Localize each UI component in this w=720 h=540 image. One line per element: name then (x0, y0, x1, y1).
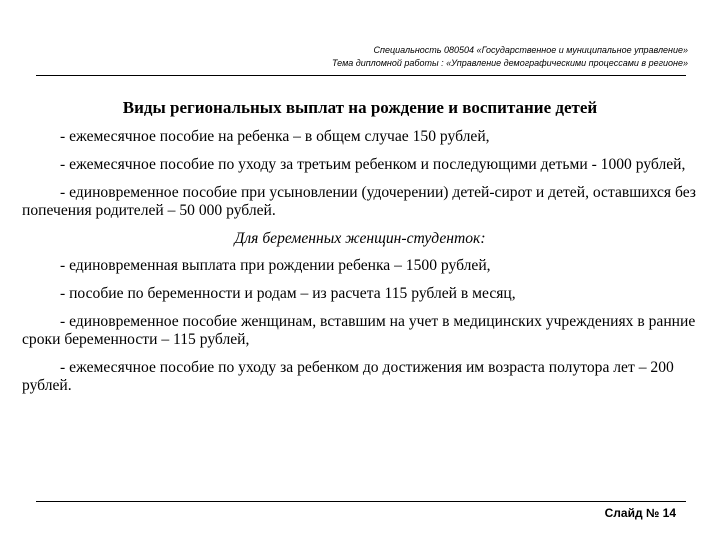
header-thesis-topic: Тема дипломной работы : «Управление демографическими процессами в регионе» (331, 58, 688, 68)
list-item: - пособие по беременности и родам – из расчета 115 рублей в месяц, (60, 285, 516, 302)
header-divider (36, 75, 686, 76)
list-item: - единовременное пособие женщинам, вставшим на учет в медицинских учреждениях в ранние сроки беременности – 115 рублей, (22, 313, 696, 348)
list-item: - единовременное пособие при усыновлении (удочерении) детей-сирот и детей, оставшихся без попечения родителей – 50 000 рублей. (22, 184, 696, 219)
section-subheading: Для беременных женщин-студенток: (234, 230, 486, 247)
list-item: - ежемесячное пособие по уходу за третьим ребенком и последующими детьми - 1000 рублей, (60, 156, 686, 173)
list-item: - ежемесячное пособие на ребенка – в общем случае 150 рублей, (60, 128, 490, 145)
slide-body (22, 128, 698, 405)
slide-header (332, 44, 688, 70)
list-item: - ежемесячное пособие по уходу за ребенком до достижения им возраста полутора лет – 200 рублей. (22, 359, 674, 394)
list-item: - единовременная выплата при рождении ребенка – 1500 рублей, (60, 257, 491, 274)
footer-divider (36, 501, 686, 502)
slide-number: Слайд № 14 (604, 506, 676, 520)
slide-title: Виды региональных выплат на рождение и воспитание детей (122, 98, 598, 117)
header-specialty: Специальность 080504 «Государственное и муниципальное управление» (373, 45, 688, 55)
